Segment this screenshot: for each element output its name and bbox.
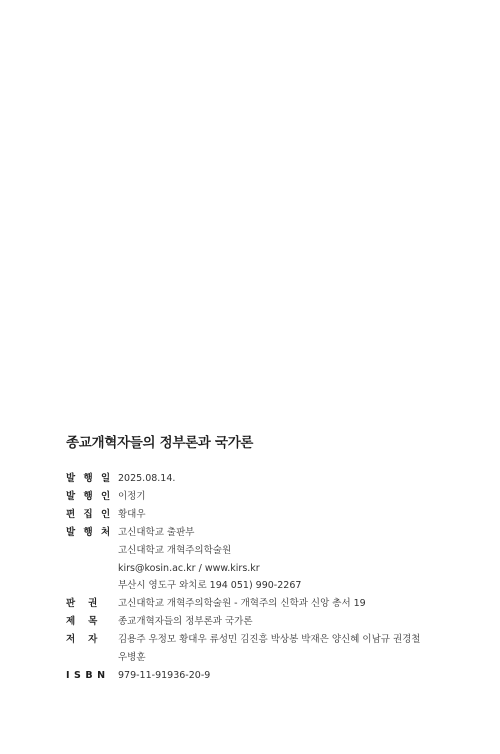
- colophon-row-editor: [66, 506, 446, 524]
- colophon-row-authors: [66, 631, 446, 667]
- colophon-row-publish-date: [66, 470, 446, 488]
- colophon-table: [66, 470, 446, 685]
- edition-value: 고신대학교 개혁주의학술원 - 개혁주의 신학과 신앙 총서 19: [118, 598, 366, 610]
- publisher-person-value: 이정기: [118, 490, 146, 502]
- editor-value: 황대우: [118, 508, 146, 520]
- isbn-label: ISBN: [66, 669, 110, 681]
- publishing-office-address: 부산시 영도구 와치로 194 051) 990-2267: [118, 580, 302, 592]
- colophon-row-edition: [66, 595, 446, 613]
- isbn-values: [118, 667, 446, 685]
- authors-values: [118, 631, 446, 667]
- editor-values: [118, 506, 446, 524]
- isbn-value: 979-11-91936-20-9: [118, 669, 211, 681]
- editor-label: 편 집 인: [66, 508, 113, 520]
- publisher-person-values: [118, 488, 446, 506]
- publish-date-label: 발 행 일: [66, 473, 113, 484]
- subject-label: 제목: [66, 616, 111, 628]
- publishing-office-institute: 고신대학교 개혁주의학술원: [118, 544, 232, 556]
- publish-date-values: [118, 470, 446, 488]
- edition-values: [118, 595, 446, 613]
- colophon-row-isbn: [66, 667, 446, 685]
- subject-values: [118, 613, 446, 631]
- publisher-person-label: 발 행 인: [66, 490, 113, 502]
- edition-label: 판권: [66, 598, 111, 610]
- book-title: 종교개혁자들의 정부론과 국가론: [66, 435, 254, 451]
- authors-line-2: 우병훈: [118, 652, 146, 664]
- publishing-office-contact: kirs@kosin.ac.kr / www.kirs.kr: [118, 562, 260, 574]
- subject-value: 종교개혁자들의 정부론과 국가론: [118, 616, 253, 628]
- colophon-row-subject: [66, 613, 446, 631]
- colophon-row-publisher-person: [66, 488, 446, 506]
- authors-line-1: 김용주 우정모 황대우 류성민 김진흥 박상봉 박재은 양신혜 이남규 권경철: [118, 634, 421, 646]
- publishing-office-press: 고신대학교 출판부: [118, 526, 195, 538]
- publishing-office-values: [118, 524, 446, 596]
- authors-label: 저자: [66, 634, 111, 646]
- publish-date-value: 2025.08.14.: [118, 473, 176, 484]
- colophon-row-publishing-office: [66, 524, 446, 596]
- publishing-office-label: 발 행 처: [66, 526, 113, 538]
